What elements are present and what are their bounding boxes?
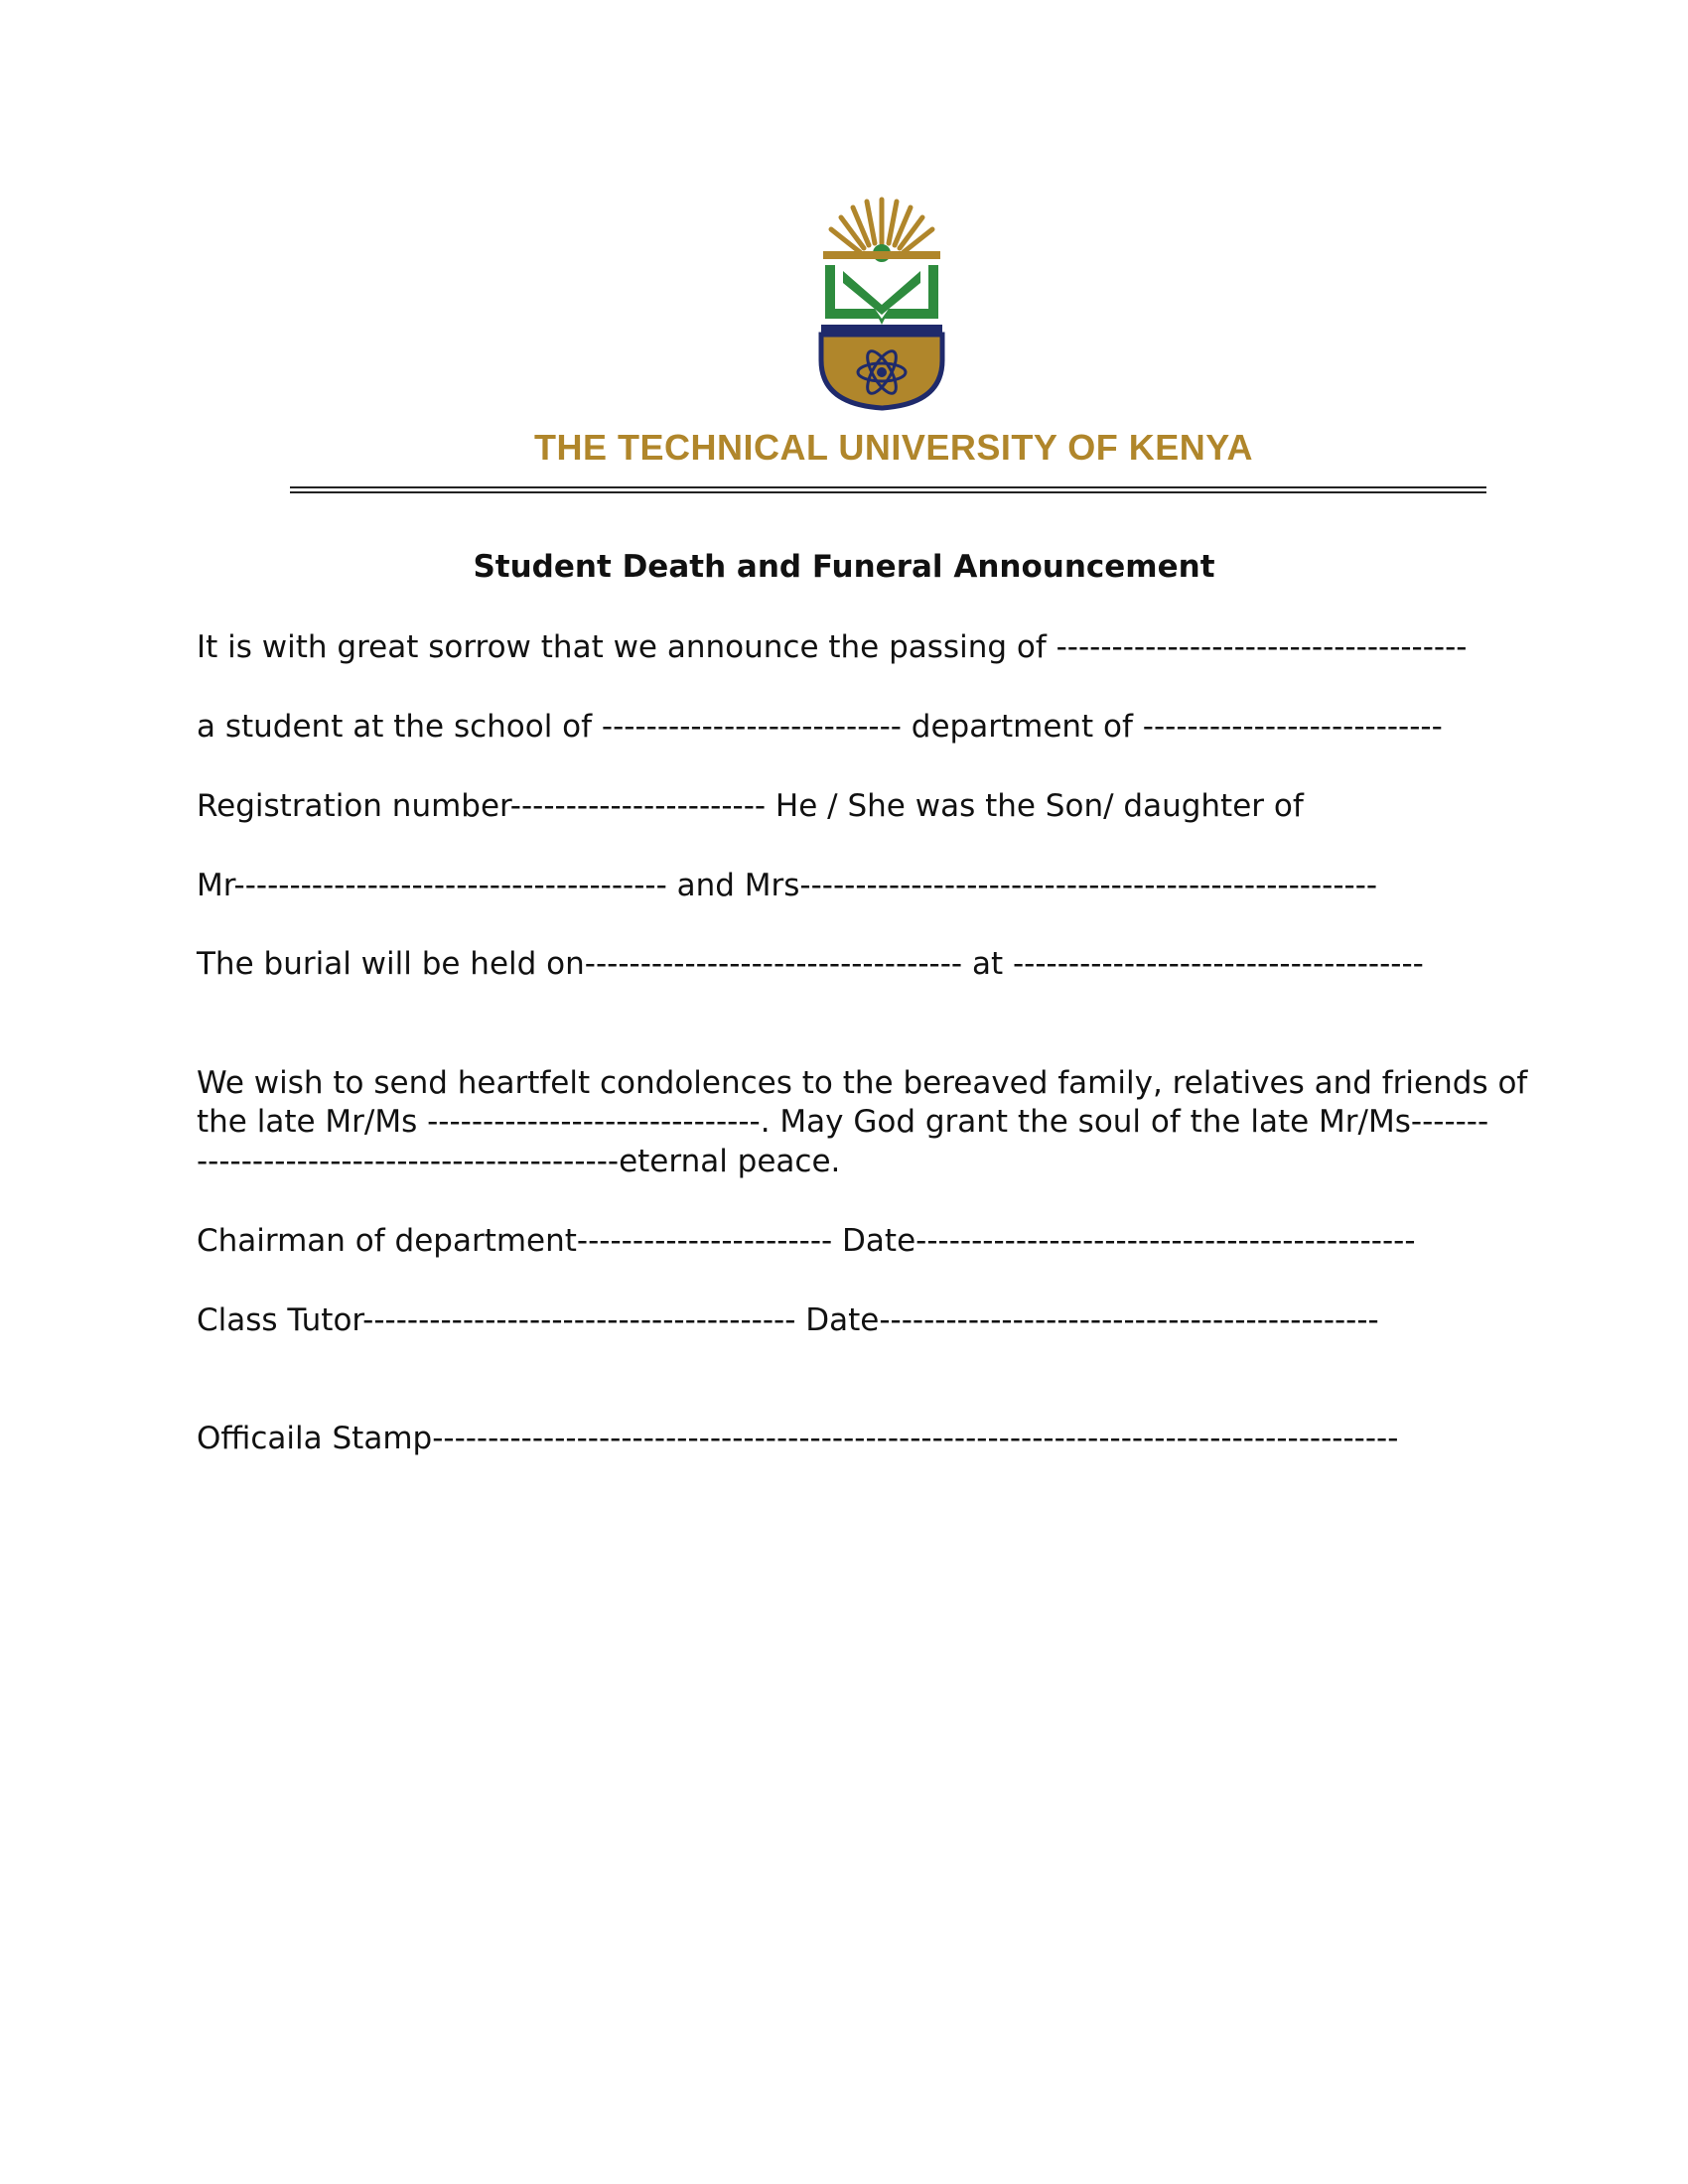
condolence-line-2: the late Mr/Ms ------------------------------. May God grant the soul of the late Mr/Ms------- — [197, 1104, 1489, 1140]
official-stamp-line: Officaila Stamp--------------------------------------------------------------------------------------- — [197, 1421, 1399, 1456]
university-crest-icon — [817, 194, 946, 412]
chairman-signature-line: Chairman of department----------------------- Date--------------------------------------------- — [197, 1223, 1416, 1259]
announcement-line-passing: It is with great sorrow that we announce the passing of ------------------------------------- — [197, 629, 1468, 665]
announcement-line-registration: Registration number----------------------- He / She was the Son/ daughter of — [197, 788, 1304, 824]
condolence-line-1: We wish to send heartfelt condolences to the bereaved family, relatives and friends of — [197, 1065, 1528, 1101]
announcement-line-burial: The burial will be held on---------------------------------- at ------------------------------------- — [197, 946, 1424, 982]
document-title: Student Death and Funeral Announcement — [473, 549, 1215, 585]
class-tutor-signature-line: Class Tutor--------------------------------------- Date--------------------------------------------- — [197, 1302, 1379, 1338]
announcement-line-school: a student at the school of --------------------------- department of --------------------------- — [197, 709, 1443, 745]
announcement-line-parents: Mr--------------------------------------- and Mrs---------------------------------------------------- — [197, 868, 1378, 903]
condolence-line-3: --------------------------------------eternal peace. — [197, 1144, 841, 1179]
header-divider-bottom — [290, 491, 1486, 493]
institution-name: THE TECHNICAL UNIVERSITY OF KENYA — [534, 427, 1253, 468]
header-divider-top — [290, 486, 1486, 488]
